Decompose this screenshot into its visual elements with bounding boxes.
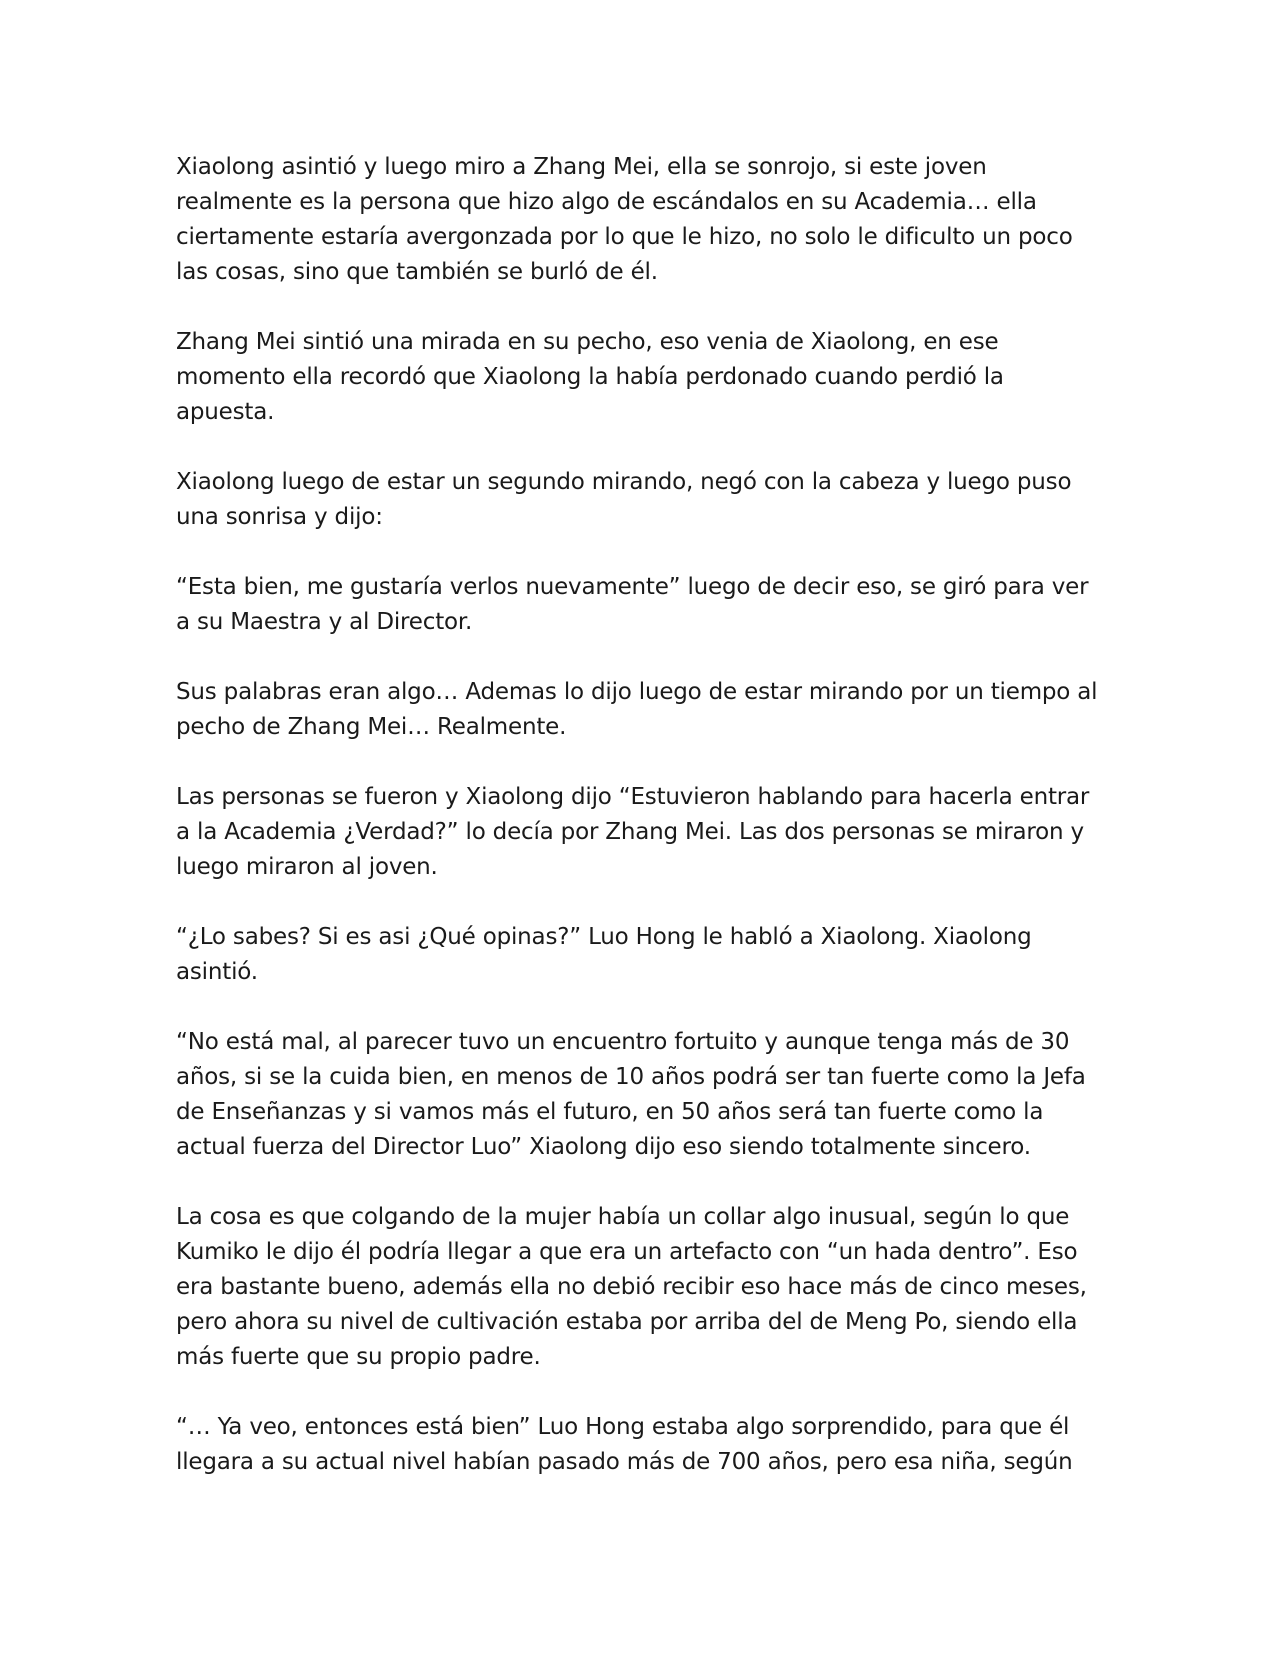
paragraph-10: “… Ya veo, entonces está bien” Luo Hong estaba algo sorprendido, para que él llegara a su actual nivel habían pasado más de 700 años, pero esa niña, según	[176, 1414, 1073, 1475]
paragraph-1: Xiaolong asintió y luego miro a Zhang Mei, ella se sonrojo, si este joven realmente es la persona que hizo algo de escándalos en su Academia… ella ciertamente estaría avergonzada por lo que le hizo, no solo le dificulto un poco las cosas, sino que también se burló de él.	[176, 154, 1073, 285]
paragraph-5: Sus palabras eran algo… Ademas lo dijo luego de estar mirando por un tiempo al pecho de Zhang Mei… Realmente.	[176, 679, 1098, 740]
paragraph-2: Zhang Mei sintió una mirada en su pecho, eso venia de Xiaolong, en ese momento ella recordó que Xiaolong la había perdonado cuando perdió la apuesta.	[176, 329, 1004, 425]
paragraph-7: “¿Lo sabes? Si es asi ¿Qué opinas?” Luo Hong le habló a Xiaolong. Xiaolong asintió.	[176, 924, 1032, 985]
paragraph-3: Xiaolong luego de estar un segundo mirando, negó con la cabeza y luego puso una sonrisa y dijo:	[176, 469, 1072, 530]
paragraph-9: La cosa es que colgando de la mujer había un collar algo inusual, según lo que Kumiko le dijo él podría llegar a que era un artefacto con “un hada dentro”. Eso era bastante bueno, además ella no debió recibir eso hace más de cinco meses, pero ahora su nivel de cultivación estaba por arriba del de Meng Po, siendo ella más fuerte que su propio padre.	[176, 1204, 1087, 1370]
paragraph-4: “Esta bien, me gustaría verlos nuevamente” luego de decir eso, se giró para ver a su Maestra y al Director.	[176, 574, 1089, 635]
paragraph-6: Las personas se fueron y Xiaolong dijo “Estuvieron hablando para hacerla entrar a la Academia ¿Verdad?” lo decía por Zhang Mei. Las dos personas se miraron y luego miraron al joven.	[176, 784, 1090, 880]
document-body	[176, 150, 1106, 1480]
paragraph-8: “No está mal, al parecer tuvo un encuentro fortuito y aunque tenga más de 30 años, si se la cuida bien, en menos de 10 años podrá ser tan fuerte como la Jefa de Enseñanzas y si vamos más el futuro, en 50 años será tan fuerte como la actual fuerza del Director Luo” Xiaolong dijo eso siendo totalmente sincero.	[176, 1029, 1086, 1160]
